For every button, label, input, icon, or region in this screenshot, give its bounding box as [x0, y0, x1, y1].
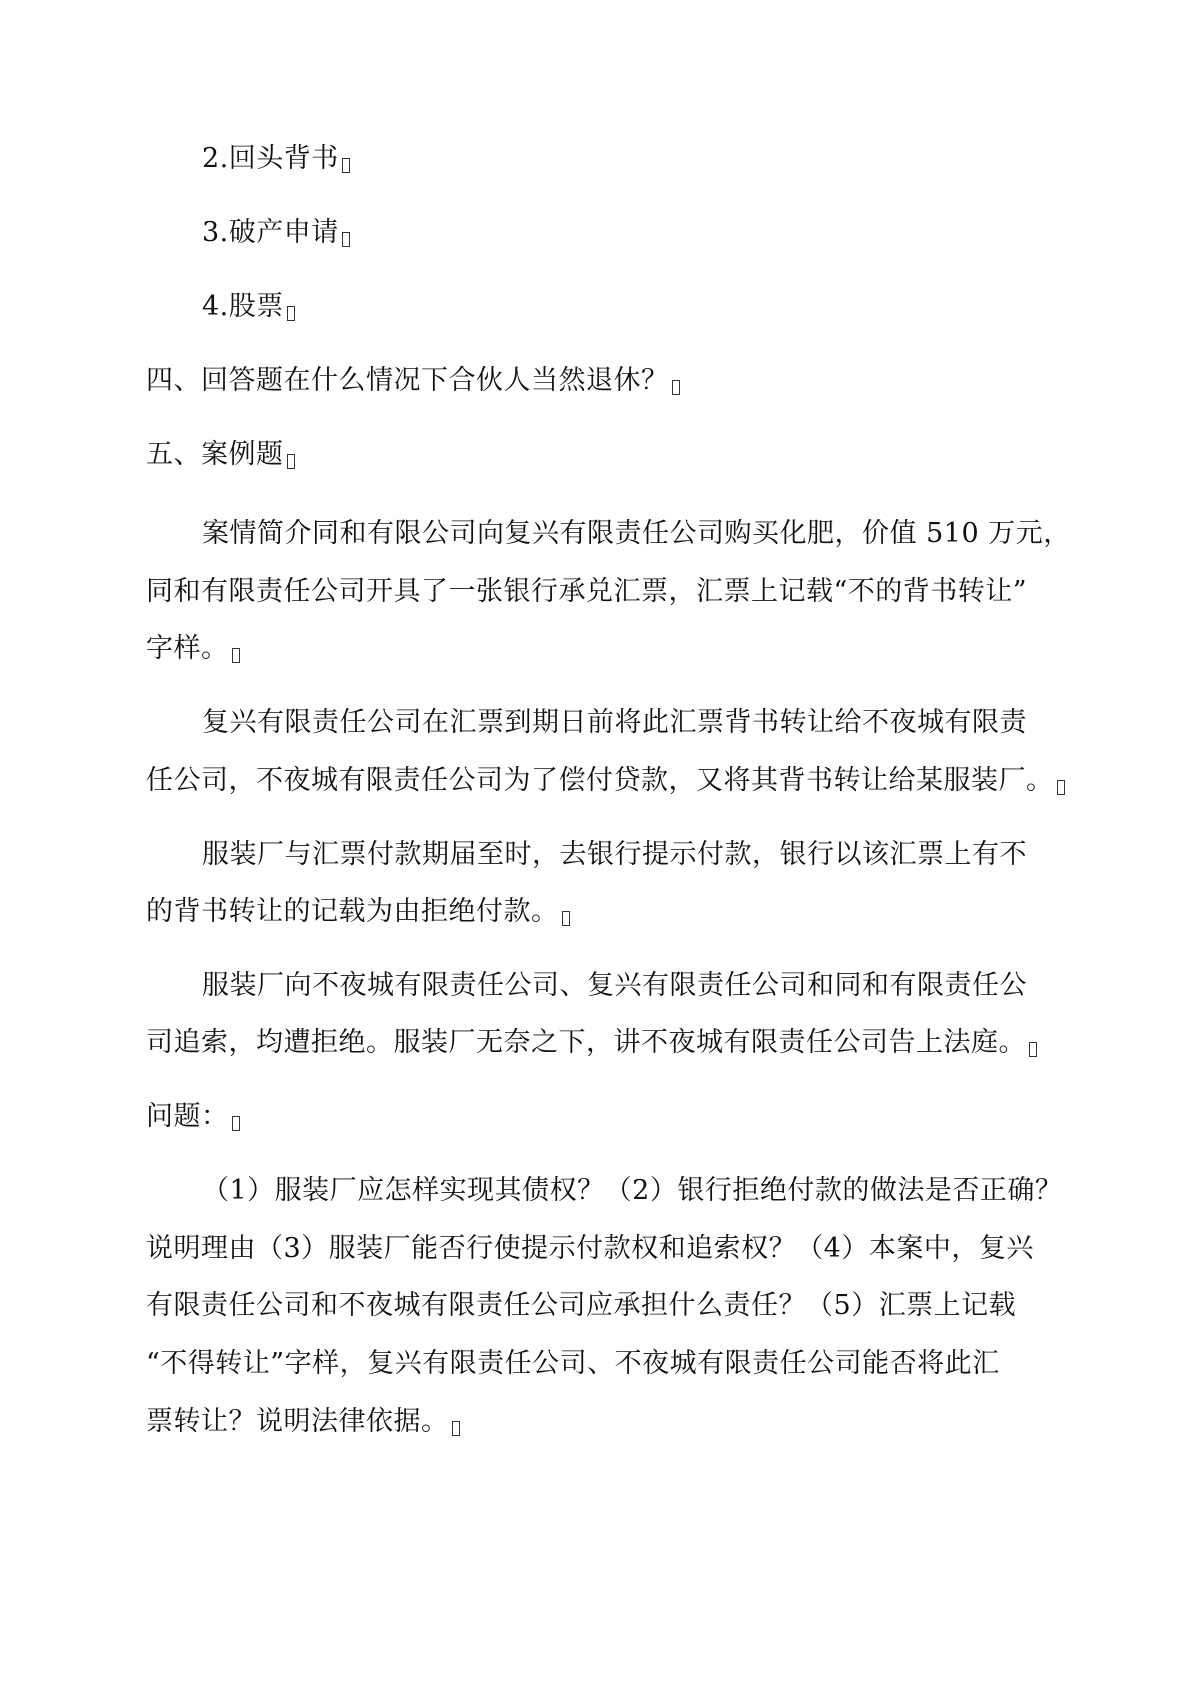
paragraph-line: 的背书转让的记载为由拒绝付款。: [146, 895, 570, 929]
paragraph-mark-icon: [672, 380, 680, 395]
paragraph-mark-icon: [342, 232, 350, 247]
section-heading-5: 五、案例题: [146, 438, 295, 472]
paragraph-mark-icon: [232, 648, 240, 663]
paragraph-mark-icon: [1029, 1042, 1037, 1057]
paragraph-line: 票转让？说明法律依据。: [146, 1405, 460, 1439]
list-item-2: 2.回头背书: [202, 142, 350, 176]
paragraph-line: 服装厂与汇票付款期届至时，去银行提示付款，银行以该汇票上有不: [202, 839, 1027, 870]
paragraph-line: 同和有限责任公司开具了一张银行承兑汇票，汇票上记载“不的背书转让”: [146, 576, 1028, 607]
paragraph-line: 司追索，均遭拒绝。服装厂无奈之下，讲不夜城有限责任公司告上法庭。: [146, 1026, 1037, 1060]
paragraph-mark-icon: [232, 1116, 240, 1131]
paragraph-line: 说明理由（3）服装厂能否行使提示付款权和追索权？（4）本案中，复兴: [146, 1233, 1034, 1264]
paragraph-line: 复兴有限责任公司在汇票到期日前将此汇票背书转让给不夜城有限责: [202, 707, 1027, 738]
paragraph-line: （1）服装厂应怎样实现其债权？（2）银行拒绝付款的做法是否正确？: [202, 1175, 1063, 1206]
list-item-4: 4.股票: [202, 290, 295, 324]
questions-heading: 问题：: [146, 1100, 240, 1134]
paragraph-line: 有限责任公司和不夜城有限责任公司应承担什么责任？（5）汇票上记载: [146, 1290, 1017, 1321]
paragraph-mark-icon: [452, 1421, 460, 1436]
section-heading-4: 四、回答题在什么情况下合伙人当然退休？: [146, 364, 680, 398]
paragraph-line: 字样。: [146, 632, 240, 666]
paragraph-line: 服装厂向不夜城有限责任公司、复兴有限责任公司和同和有限责任公: [202, 970, 1027, 1001]
paragraph-mark-icon: [287, 306, 295, 321]
list-item-3: 3.破产申请: [202, 216, 350, 250]
paragraph-mark-icon: [287, 454, 295, 469]
paragraph-line: 案情简介同和有限公司向复兴有限责任公司购买化肥，价值 510 万元，: [202, 518, 1071, 549]
paragraph-mark-icon: [342, 158, 350, 173]
paragraph-line: “不得转让”字样，复兴有限责任公司、不夜城有限责任公司能否将此汇: [146, 1348, 1000, 1379]
paragraph-mark-icon: [1057, 780, 1065, 795]
paragraph-mark-icon: [562, 911, 570, 926]
paragraph-line: 任公司，不夜城有限责任公司为了偿付贷款，又将其背书转让给某服装厂。: [146, 764, 1065, 798]
